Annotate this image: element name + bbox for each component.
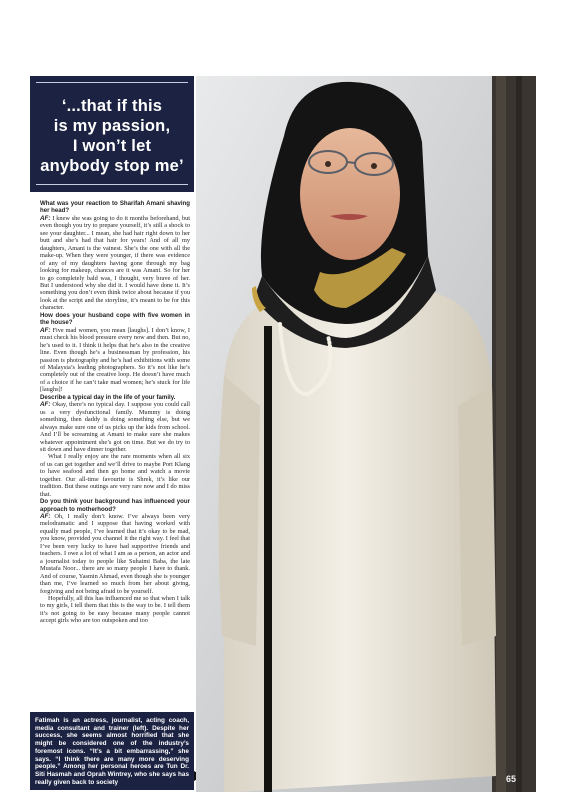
interview-question: How does your husband cope with five women in the house? bbox=[40, 311, 190, 327]
headline-line-4: anybody stop me’ bbox=[40, 157, 184, 175]
page-number: 65 bbox=[506, 774, 517, 784]
article-column bbox=[30, 76, 194, 790]
headline-line-2: is my passion, bbox=[53, 117, 171, 135]
answer-text: Five mad women, you mean [laughs]. I don’t know, I must check his blood pressure every now and then. But no, he’s used to it. I think it helps that he’s also in the creative line. Even though he’s a businessman by profession, his passion is photography and he’s had exhibitions with some of Malaysia’s leading photographers. So it’s not like he’s completely out of the creative loop. He doesn’t have much of a choice if he can’t take mad women; he’s stuck for life [laughs]! bbox=[40, 326, 190, 394]
answer-text: Okay, there’s no typical day. I suppose you could call us a very dysfunctional family. Mummy is doing something, then daddy is doing something else, but we always make sure one of us picks up the kids from school. And I’ll be screaming at Amani to make sure she makes whatever appointment she’s got on time. But we do try to sit down and have dinner together. bbox=[40, 401, 190, 453]
caption-box bbox=[30, 712, 194, 790]
interview-question: What was your reaction to Sharifah Amani shaving her head? bbox=[40, 200, 190, 215]
headline-rule-top bbox=[36, 82, 188, 83]
headline-line-3: I won’t let bbox=[72, 137, 152, 155]
portrait-illustration bbox=[196, 76, 536, 792]
caption: Fatimah is an actress, journalist, acting coach, media consultant and trainer (left). Despite her success, she seems almost horrified that she might be considered one of the industry’s foremost icons. “It’s a bit embarrassing,” she says. “I think there are many more deserving people.” Among her personal heroes are Tun Dr. Siti Hasmah and Oprah Wintrey, who she says has really given back to society bbox=[35, 717, 189, 786]
headline-line-1: ‘...that if this bbox=[61, 97, 163, 115]
answer-text: I knew she was going to do it months beforehand, but even though you try to prepare yourself, it’s still a shock to see your daughter... I mean, she had hair right down to her butt and she’s had that hair for years! And of all my daughters, Amani is the vainest. She’s the one with all the make-up. When they were younger, if there was evidence of any of my daughters having gone through my bag looking for makeup, chances are it was Amani. So for her to go completely bald was, I thought, very brave of her. But I understood why she did it. I would have done it. It’s something you don’t even think twice about because if you look at the script and the storyline, it’s meant to be for this character. bbox=[40, 214, 190, 312]
interview-question: Do you think your background has influenced your approach to motherhood? bbox=[40, 498, 190, 513]
headline-rule-bottom bbox=[36, 184, 188, 185]
speaker-label: AF: bbox=[40, 326, 51, 334]
interview-answer bbox=[40, 513, 190, 595]
speaker-label: AF: bbox=[40, 214, 51, 222]
portrait-photo bbox=[196, 76, 536, 792]
answer-text: Oh, I really don’t know. I’ve always been very melodramatic and I suppose that having worked with equally mad people, I’ve learned that it’s okay to be mad, you know, provided you channel it the right way. I feel that I’ve been very lucky to have had supportive friends and teachers. I owe a lot of what I am as a person, an actor and a journalist today to people like Suhaimi Baba, the late Mustafa Noor... there are so many people I have to thank. And of course, Yasmin Ahmad, even though she is younger than me, I’ve learned so much from her about giving, forgiving and not being afraid to be yourself. bbox=[40, 513, 190, 595]
interview-answer bbox=[40, 215, 190, 312]
headline bbox=[36, 96, 188, 176]
speaker-label: AF: bbox=[40, 401, 51, 409]
interview-body bbox=[40, 200, 190, 625]
speaker-label: AF: bbox=[40, 513, 51, 521]
headline-box bbox=[30, 76, 194, 192]
interview-paragraph: Hopefully, all this has influenced me so that when I talk to my girls, I tell them that this is the way to be. I tell them it’s not going to be easy because many people cannot accept girls who are too outspoken and too bbox=[40, 595, 190, 625]
interview-answer bbox=[40, 327, 190, 394]
interview-paragraph: What I really enjoy are the rare moments when all six of us can get together and we’ll drive to maybe Port Klang to have seafood and then go home and watch a movie together. Our all-time favourite is Shrek, it’s like our tradition. But these outings are very rare now and I do miss that. bbox=[40, 453, 190, 498]
interview-answer bbox=[40, 401, 190, 453]
interview-question: Describe a typical day in the life of your family. bbox=[40, 393, 176, 401]
